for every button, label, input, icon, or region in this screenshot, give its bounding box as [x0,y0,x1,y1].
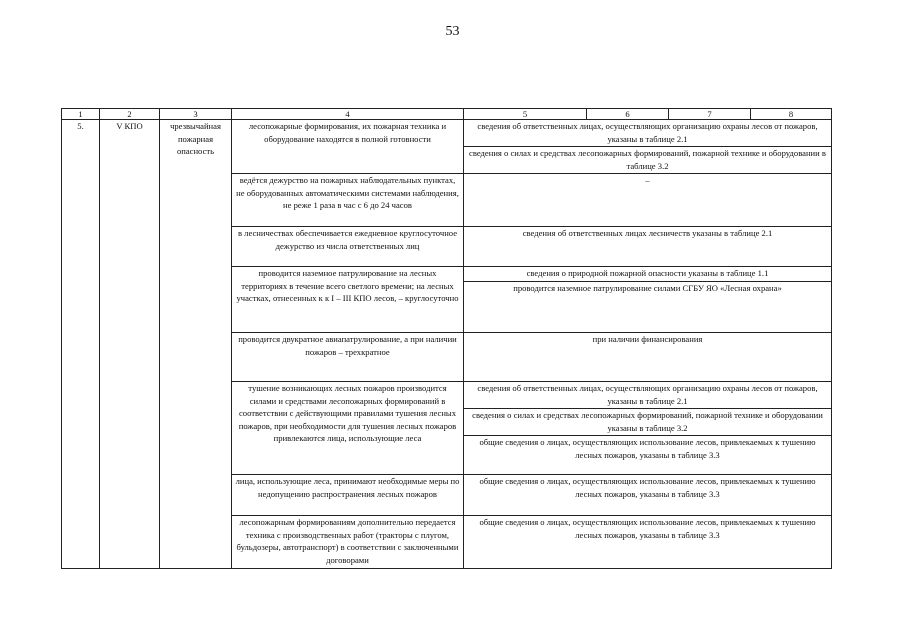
header-row [62,109,832,120]
measure-cell: тушение возникающих лесных пожаров производится силами и средствами лесопожарных формирований в соответствии с действующими правилами тушения лесных пожаров, при необходимости для тушения лесных пожаров привлекаются лица, использующие леса [232,382,464,475]
info-cell: сведения об ответственных лицах лесничеств указаны в таблице 2.1 [464,227,832,267]
info-cell: проводится наземное патрулирование силами СГБУ ЯО «Лесная охрана» [464,282,832,333]
header-cell-4: 4 [232,109,464,120]
measure-cell: проводится наземное патрулирование на лесных территориях в течение всего светлого времени; на лесных участках, отнесенных к к I – III КПО лесов, – круглосуточно [232,267,464,333]
fire-class-cell: V КПО [100,120,160,569]
info-cell: общие сведения о лицах, осуществляющих использование лесов, привлекаемых к тушению лесных пожаров, указаны в таблице 3.3 [464,516,832,569]
header-cell-3: 3 [160,109,232,120]
info-cell: – [464,174,832,227]
info-cell: общие сведения о лицах, осуществляющих использование лесов, привлекаемых к тушению лесных пожаров, указаны в таблице 3.3 [464,475,832,516]
header-cell-7: 7 [669,109,751,120]
info-cell: сведения об ответственных лицах, осуществляющих организацию охраны лесов от пожаров, указаны в таблице 2.1 [464,120,832,147]
measure-cell: в лесничествах обеспечивается ежедневное круглосуточное дежурство из числа ответственных лиц [232,227,464,267]
info-cell: сведения о силах и средствах лесопожарных формирований, пожарной технике и оборудовании в таблице 3.2 [464,147,832,174]
fire-measures-table [61,108,832,569]
measure-cell: лица, использующие леса, принимают необходимые меры по недопущению распространения лесных пожаров [232,475,464,516]
info-cell: сведения о силах и средствах лесопожарных формирований, пожарной технике и оборудовании указаны в таблице 3.2 [464,409,832,436]
header-cell-8: 8 [751,109,832,120]
info-cell: общие сведения о лицах, осуществляющих использование лесов, привлекаемых к тушению лесных пожаров, указаны в таблице 3.3 [464,436,832,475]
measure-cell: проводится двукратное авиапатрулирование, а при наличии пожаров – трехкратное [232,333,464,382]
danger-state-cell: чрезвычайная пожарная опасность [160,120,232,569]
page-number: 53 [445,24,460,39]
measure-cell: лесопожарным формированиям дополнительно передается техника с производственных работ (тракторы с плугом, бульдозеры, автотранспорт) в соответствии с заключенными договорами [232,516,464,569]
header-cell-2: 2 [100,109,160,120]
measure-cell: ведётся дежурство на пожарных наблюдательных пунктах, не оборудованных автоматическими системами наблюдения, не реже 1 раза в час с 6 до 24 часов [232,174,464,227]
header-cell-1: 1 [62,109,100,120]
header-cell-6: 6 [587,109,669,120]
info-cell: сведения об ответственных лицах, осуществляющих организацию охраны лесов от пожаров, указаны в таблице 2.1 [464,382,832,409]
row-number-cell: 5. [62,120,100,569]
table-row [62,120,832,147]
info-cell: сведения о природной пожарной опасности указаны в таблице 1.1 [464,267,832,282]
header-cell-5: 5 [464,109,587,120]
info-cell: при наличии финансирования [464,333,832,382]
measure-cell: лесопожарные формирования, их пожарная техника и оборудование находятся в полной готовности [232,120,464,174]
